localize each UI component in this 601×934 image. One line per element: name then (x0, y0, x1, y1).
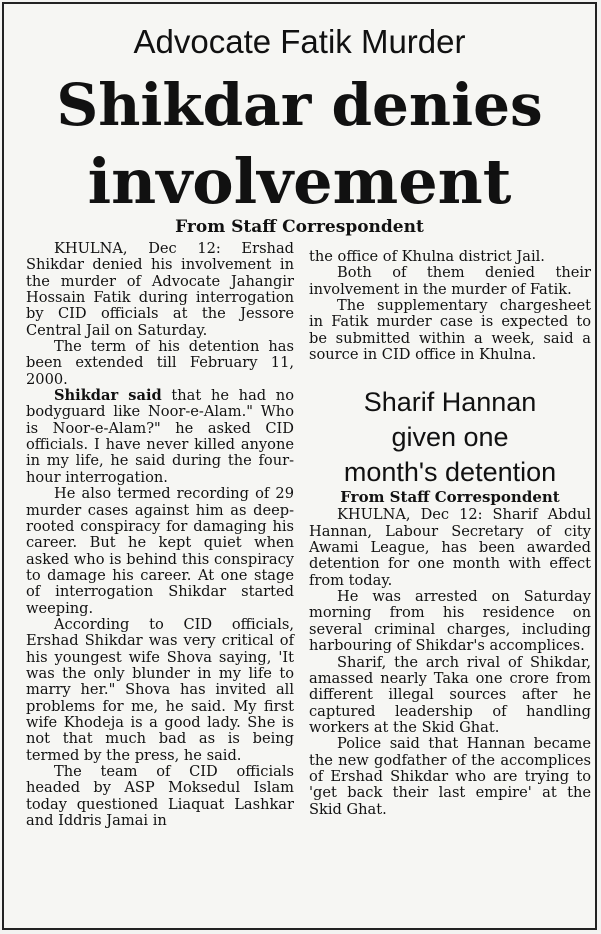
sidebar-paragraph: He was arrested on Saturday morning from his residence on several criminal charges, including harbouring of Shikdar's accomplices. (309, 588, 591, 655)
sidebar-paragraph: Sharif, the arch rival of Shikdar, amassed nearly Taka one crore from different illegal sources after he captured leadership of handling workers at the Skid Ghat. (309, 653, 591, 736)
article-paragraph: the office of Khulna district Jail. (309, 248, 545, 265)
sidebar-paragraph: Police said that Hannan became the new godfather of the accomplices of Ershad Shikdar who are trying to 'get back their last empire' at the Skid Ghat. (309, 735, 591, 818)
article-kicker: Advocate Fatik Murder (133, 23, 466, 60)
sidebar-paragraph: KHULNA, Dec 12: Sharif Abdul Hannan, Labour Secretary of city Awami League, has been awarded detention for one month with effect from today. (309, 506, 591, 589)
sidebar-headline-line-1: Sharif Hannan (363, 387, 537, 418)
headline-line-1: Shikdar denies (56, 71, 543, 139)
article-byline: From Staff Correspondent (175, 217, 424, 237)
article-right-column (309, 249, 591, 818)
sidebar-byline: From Staff Correspondent (340, 488, 560, 507)
paragraph-body: that he had no bodyguard like Noor-e-Alam." Who is Noor-e-Alam?" he asked CID officials. I have never killed anyone in my life, he said during the four-hour interrogation. (26, 387, 294, 486)
article-paragraph: The team of CID officials headed by ASP Moksedul Islam today questioned Liaquat Lashkar and Iddris Jamai in (26, 763, 294, 830)
article-paragraph (26, 388, 294, 486)
sidebar-headline (309, 385, 591, 490)
paragraph-lead: Shikdar said (54, 387, 162, 405)
article-paragraph: The supplementary chargesheet in Fatik murder case is expected to be submitted within a week, said a source in CID office in Khulna. (309, 297, 591, 364)
article-paragraph: Both of them denied their involvement in the murder of Fatik. (309, 264, 591, 298)
sidebar-headline-line-2: given one (391, 422, 509, 453)
article-left-column (26, 241, 294, 829)
sidebar-headline-line-3: month's detention (343, 457, 557, 488)
article-paragraph: KHULNA, Dec 12: Ershad Shikdar denied his involvement in the murder of Advocate Jahangir Hossain Fatik during interrogation by CID officials at the Jessore Central Jail on Saturday. (26, 240, 294, 339)
article-paragraph: According to CID officials, Ershad Shikdar was very critical of his youngest wife Shova saying, 'It was the only blunder in my life to marry her." Shova has invited all problems for me, he said. My first wife Khodeja is a good lady. She is not that much bad as is being termed by the press, he said. (26, 615, 294, 764)
newspaper-clipping (2, 2, 597, 930)
headline-line-2: involvement (87, 145, 512, 218)
article-paragraph: He also termed recording of 29 murder cases against him as deep-rooted conspiracy for damaging his career. But he kept quiet when asked who is behind this conspiracy to damage his career. At one stage of interrogation Shikdar started weeping. (26, 485, 294, 617)
article-paragraph: The term of his detention has been extended till February 11, 2000. (26, 338, 294, 388)
